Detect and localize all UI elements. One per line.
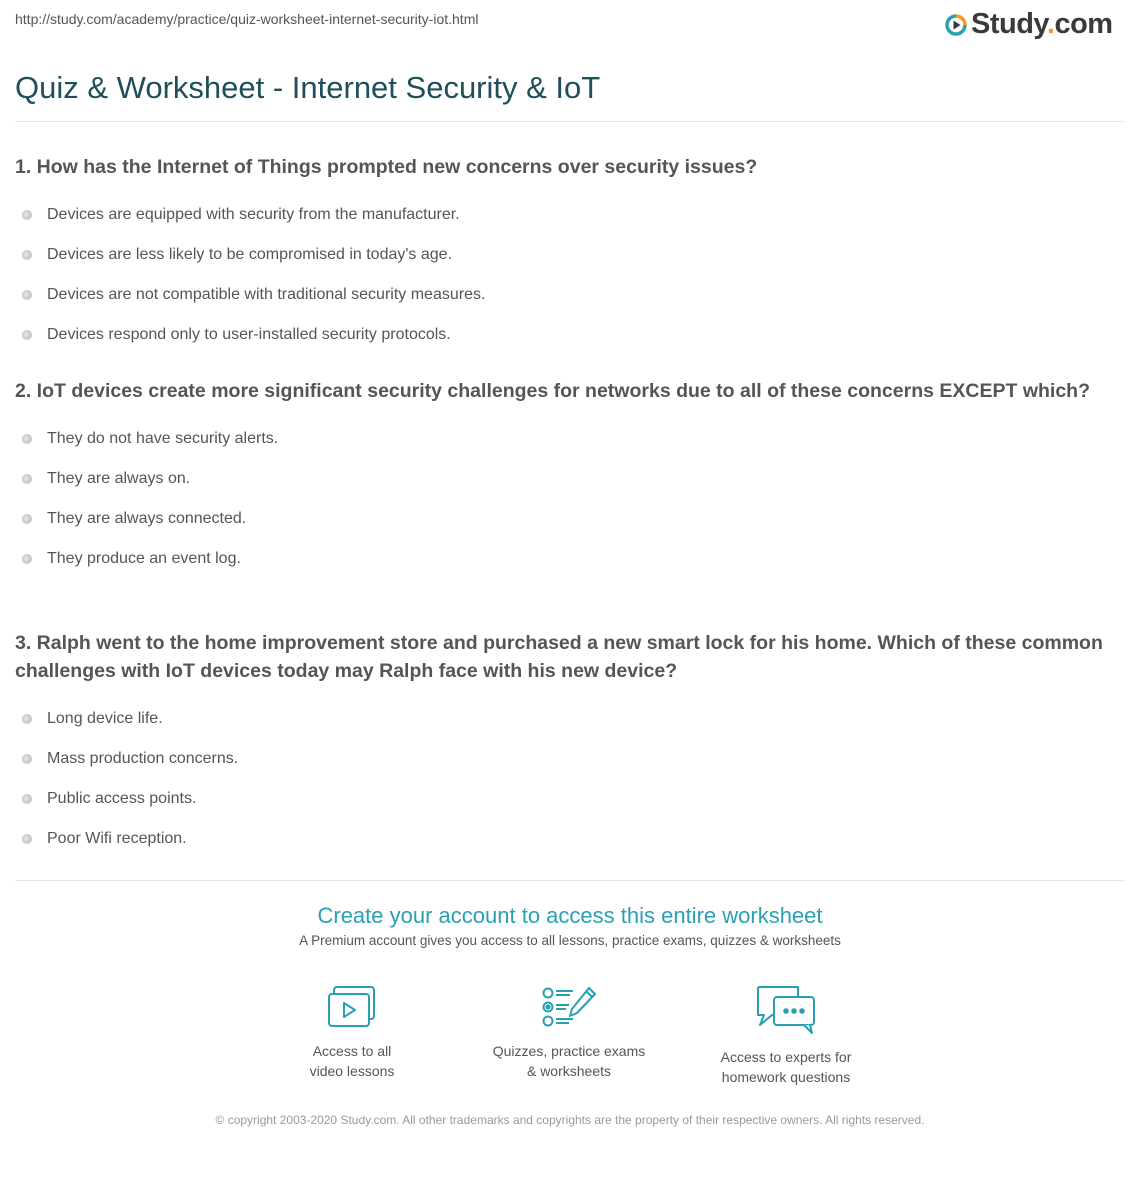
answer-option[interactable]: Devices respond only to user-installed security protocols.	[15, 315, 1105, 355]
signup-callout	[0, 903, 1140, 948]
answer-option[interactable]: They do not have security alerts.	[15, 419, 1105, 459]
radio-button[interactable]	[22, 834, 32, 844]
answer-option[interactable]: Mass production concerns.	[15, 739, 1105, 779]
answer-option[interactable]: Poor Wifi reception.	[15, 819, 1105, 859]
radio-button[interactable]	[22, 514, 32, 524]
question-text: 2. IoT devices create more significant security challenges for networks due to all of these concerns EXCEPT which?	[15, 380, 1090, 402]
answer-option[interactable]: Public access points.	[15, 779, 1105, 819]
study-logo[interactable]	[945, 8, 1113, 41]
question-3	[15, 629, 1105, 859]
chat-bubbles-icon	[686, 985, 886, 1035]
premium-description: A Premium account gives you access to all lessons, practice exams, quizzes & worksheets	[299, 933, 841, 948]
question-text: 1. How has the Internet of Things prompted new concerns over security issues?	[15, 156, 758, 178]
radio-button[interactable]	[22, 290, 32, 300]
answer-option[interactable]: They are always connected.	[15, 499, 1105, 539]
logo-wordmark: Study.com	[971, 8, 1113, 40]
feature-video-lessons	[252, 985, 452, 1081]
answer-option[interactable]: Devices are less likely to be compromised in today's age.	[15, 235, 1105, 275]
radio-button[interactable]	[22, 754, 32, 764]
answer-option[interactable]: Devices are equipped with security from the manufacturer.	[15, 195, 1105, 235]
question-2	[15, 377, 1105, 579]
divider	[15, 121, 1125, 122]
copyright-footer: © copyright 2003-2020 Study.com. All other trademarks and copyrights are the property of their respective owners. All rights reserved.	[215, 1113, 925, 1127]
feature-label: Access to all video lessons	[309, 1043, 395, 1079]
video-lessons-icon	[252, 985, 452, 1029]
quiz-checklist-icon	[469, 985, 669, 1029]
create-account-link[interactable]: Create your account to access this entire worksheet	[317, 903, 823, 928]
feature-label: Access to experts for homework questions	[720, 1049, 852, 1085]
answer-option[interactable]: They produce an event log.	[15, 539, 1105, 579]
radio-button[interactable]	[22, 210, 32, 220]
radio-button[interactable]	[22, 794, 32, 804]
radio-button[interactable]	[22, 474, 32, 484]
answer-option[interactable]: They are always on.	[15, 459, 1105, 499]
radio-button[interactable]	[22, 714, 32, 724]
question-text: 3. Ralph went to the home improvement store and purchased a new smart lock for his home. Which of these common challenges with IoT devices today may Ralph face with his new device?	[15, 632, 1103, 682]
radio-button[interactable]	[22, 250, 32, 260]
feature-quizzes	[469, 985, 669, 1081]
answer-option[interactable]: Long device life.	[15, 699, 1105, 739]
radio-button[interactable]	[22, 434, 32, 444]
divider	[15, 880, 1125, 881]
page-title: Quiz & Worksheet - Internet Security & IoT	[15, 70, 601, 105]
feature-label: Quizzes, practice exams & worksheets	[492, 1043, 646, 1079]
radio-button[interactable]	[22, 554, 32, 564]
feature-experts	[686, 985, 886, 1087]
play-circle-logo-icon	[945, 14, 967, 36]
question-1	[15, 153, 1105, 355]
answer-option[interactable]: Devices are not compatible with traditional security measures.	[15, 275, 1105, 315]
radio-button[interactable]	[22, 330, 32, 340]
page-url: http://study.com/academy/practice/quiz-worksheet-internet-security-iot.html	[15, 11, 479, 27]
